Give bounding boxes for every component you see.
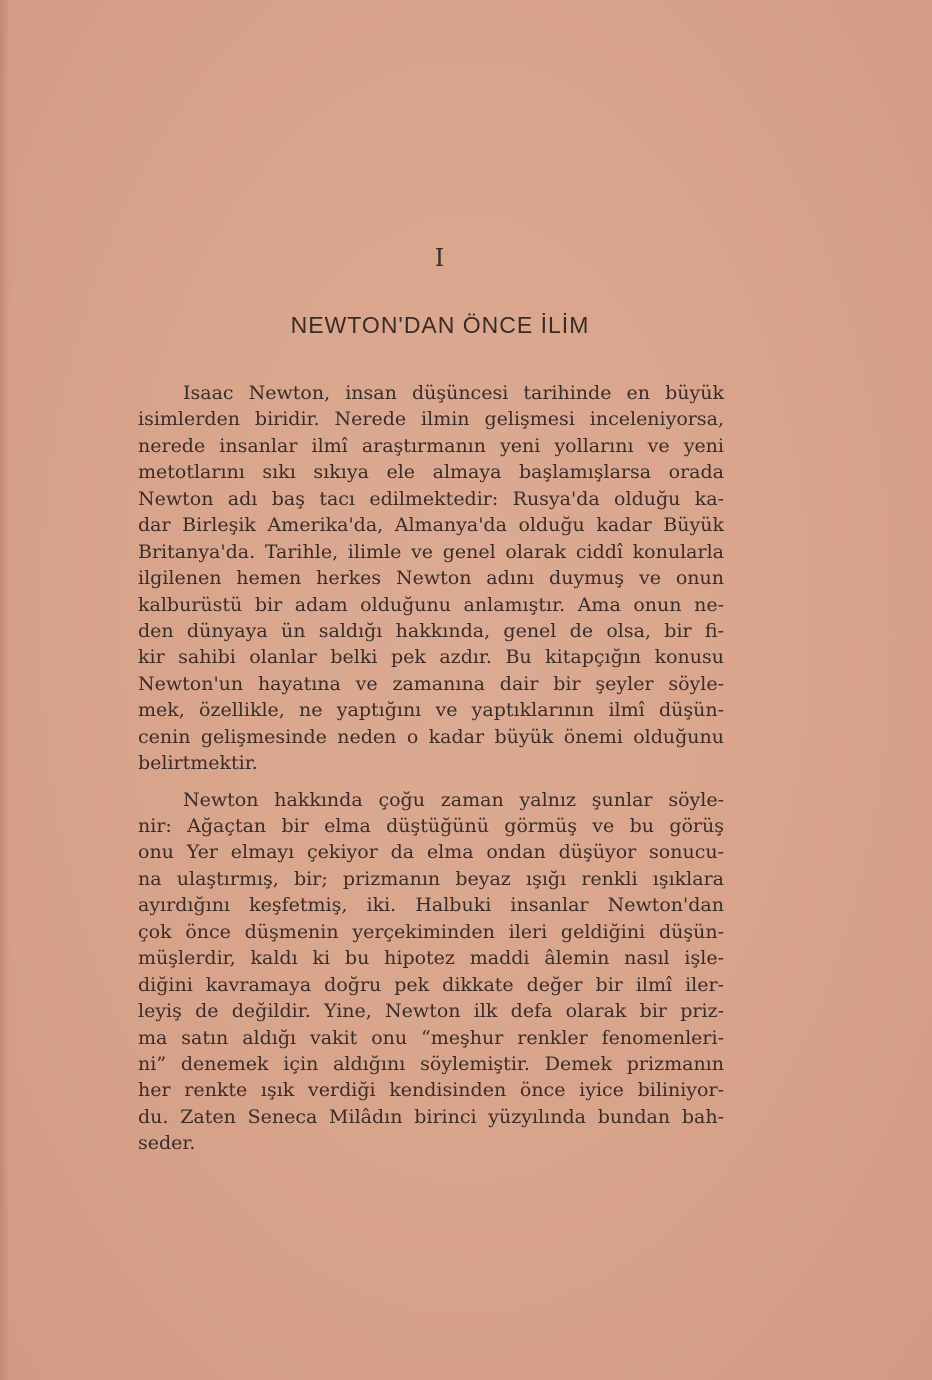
paragraph-gap bbox=[138, 777, 724, 787]
text-line: çok önce düşmenin yerçekiminden ileri geldiğini düşün- bbox=[138, 920, 724, 943]
text-line: Newton'un hayatına ve zamanına dair bir şeyler söyle- bbox=[138, 672, 724, 695]
text-line: cenin gelişmesinde neden o kadar büyük önemi olduğunu bbox=[138, 725, 724, 748]
text-line: seder. bbox=[138, 1132, 196, 1155]
text-line: na ulaştırmış, bir; prizmanın beyaz ışığı renkli ışıklara bbox=[138, 867, 724, 890]
text-line: belirtmektir. bbox=[138, 752, 258, 775]
text-line: Newton hakkında çoğu zaman yalnız şunlar söyle- bbox=[183, 788, 724, 811]
text-line: her renkte ışık verdiği kendisinden önce iyice biliniyor- bbox=[138, 1079, 724, 1102]
paragraph-1 bbox=[138, 380, 724, 777]
text-line: nerede insanlar ilmî araştırmanın yeni yollarını ve yeni bbox=[138, 434, 724, 457]
text-line: onu Yer elmayı çekiyor da elma ondan düşüyor sonucu- bbox=[138, 841, 724, 864]
text-line: kir sahibi olanlar belki pek azdır. Bu kitapçığın konusu bbox=[138, 646, 724, 669]
text-line: du. Zaten Seneca Milâdın birinci yüzyılında bundan bah- bbox=[138, 1105, 724, 1128]
text-line: metotlarını sıkı sıkıya ele almaya başlamışlarsa orada bbox=[138, 461, 724, 484]
text-line: den dünyaya ün saldığı hakkında, genel de olsa, bir fi- bbox=[138, 619, 724, 642]
text-line: ayırdığını keşfetmiş, iki. Halbuki insanlar Newton'dan bbox=[138, 894, 724, 917]
text-line: kalburüstü bir adam olduğunu anlamıştır. Ama onun ne- bbox=[138, 593, 724, 616]
text-line: müşlerdir, kaldı ki bu hipotez maddi âlemin nasıl işle- bbox=[138, 947, 724, 970]
text-line: ni” denemek için aldığını söylemiştir. Demek prizmanın bbox=[138, 1052, 724, 1075]
text-line: mek, özellikle, ne yaptığını ve yaptıklarının ilmî düşün- bbox=[138, 699, 724, 722]
text-line: ilgilenen hemen herkes Newton adını duymuş ve onun bbox=[138, 567, 724, 590]
paragraph-2 bbox=[138, 787, 724, 1157]
text-line: isimlerden biridir. Nerede ilmin gelişmesi inceleniyorsa, bbox=[138, 408, 724, 431]
text-line: nir: Ağaçtan bir elma düştüğünü görmüş ve bu görüş bbox=[138, 815, 724, 837]
text-line: Newton adı baş tacı edilmektedir: Rusya'da olduğu ka- bbox=[138, 487, 724, 510]
text-line: ma satın aldığı vakit onu “meşhur renkler fenomenleri- bbox=[138, 1026, 724, 1049]
text-line: Britanya'da. Tarihle, ilimle ve genel olarak ciddî konularla bbox=[138, 540, 724, 563]
chapter-number: I bbox=[434, 244, 446, 272]
text-line: diğini kavramaya doğru pek dikkate değer bir ilmî iler- bbox=[138, 973, 724, 996]
text-line: leyiş de değildir. Yine, Newton ilk defa olarak bir priz- bbox=[138, 1000, 724, 1023]
text-line: Isaac Newton, insan düşüncesi tarihinde en büyük bbox=[183, 382, 724, 404]
chapter-title: NEWTON'DAN ÖNCE İLİM bbox=[290, 312, 590, 338]
body-text bbox=[138, 380, 724, 1157]
page-edge-shadow bbox=[0, 0, 10, 1380]
text-line: dar Birleşik Amerika'da, Almanya'da olduğu kadar Büyük bbox=[138, 514, 724, 537]
